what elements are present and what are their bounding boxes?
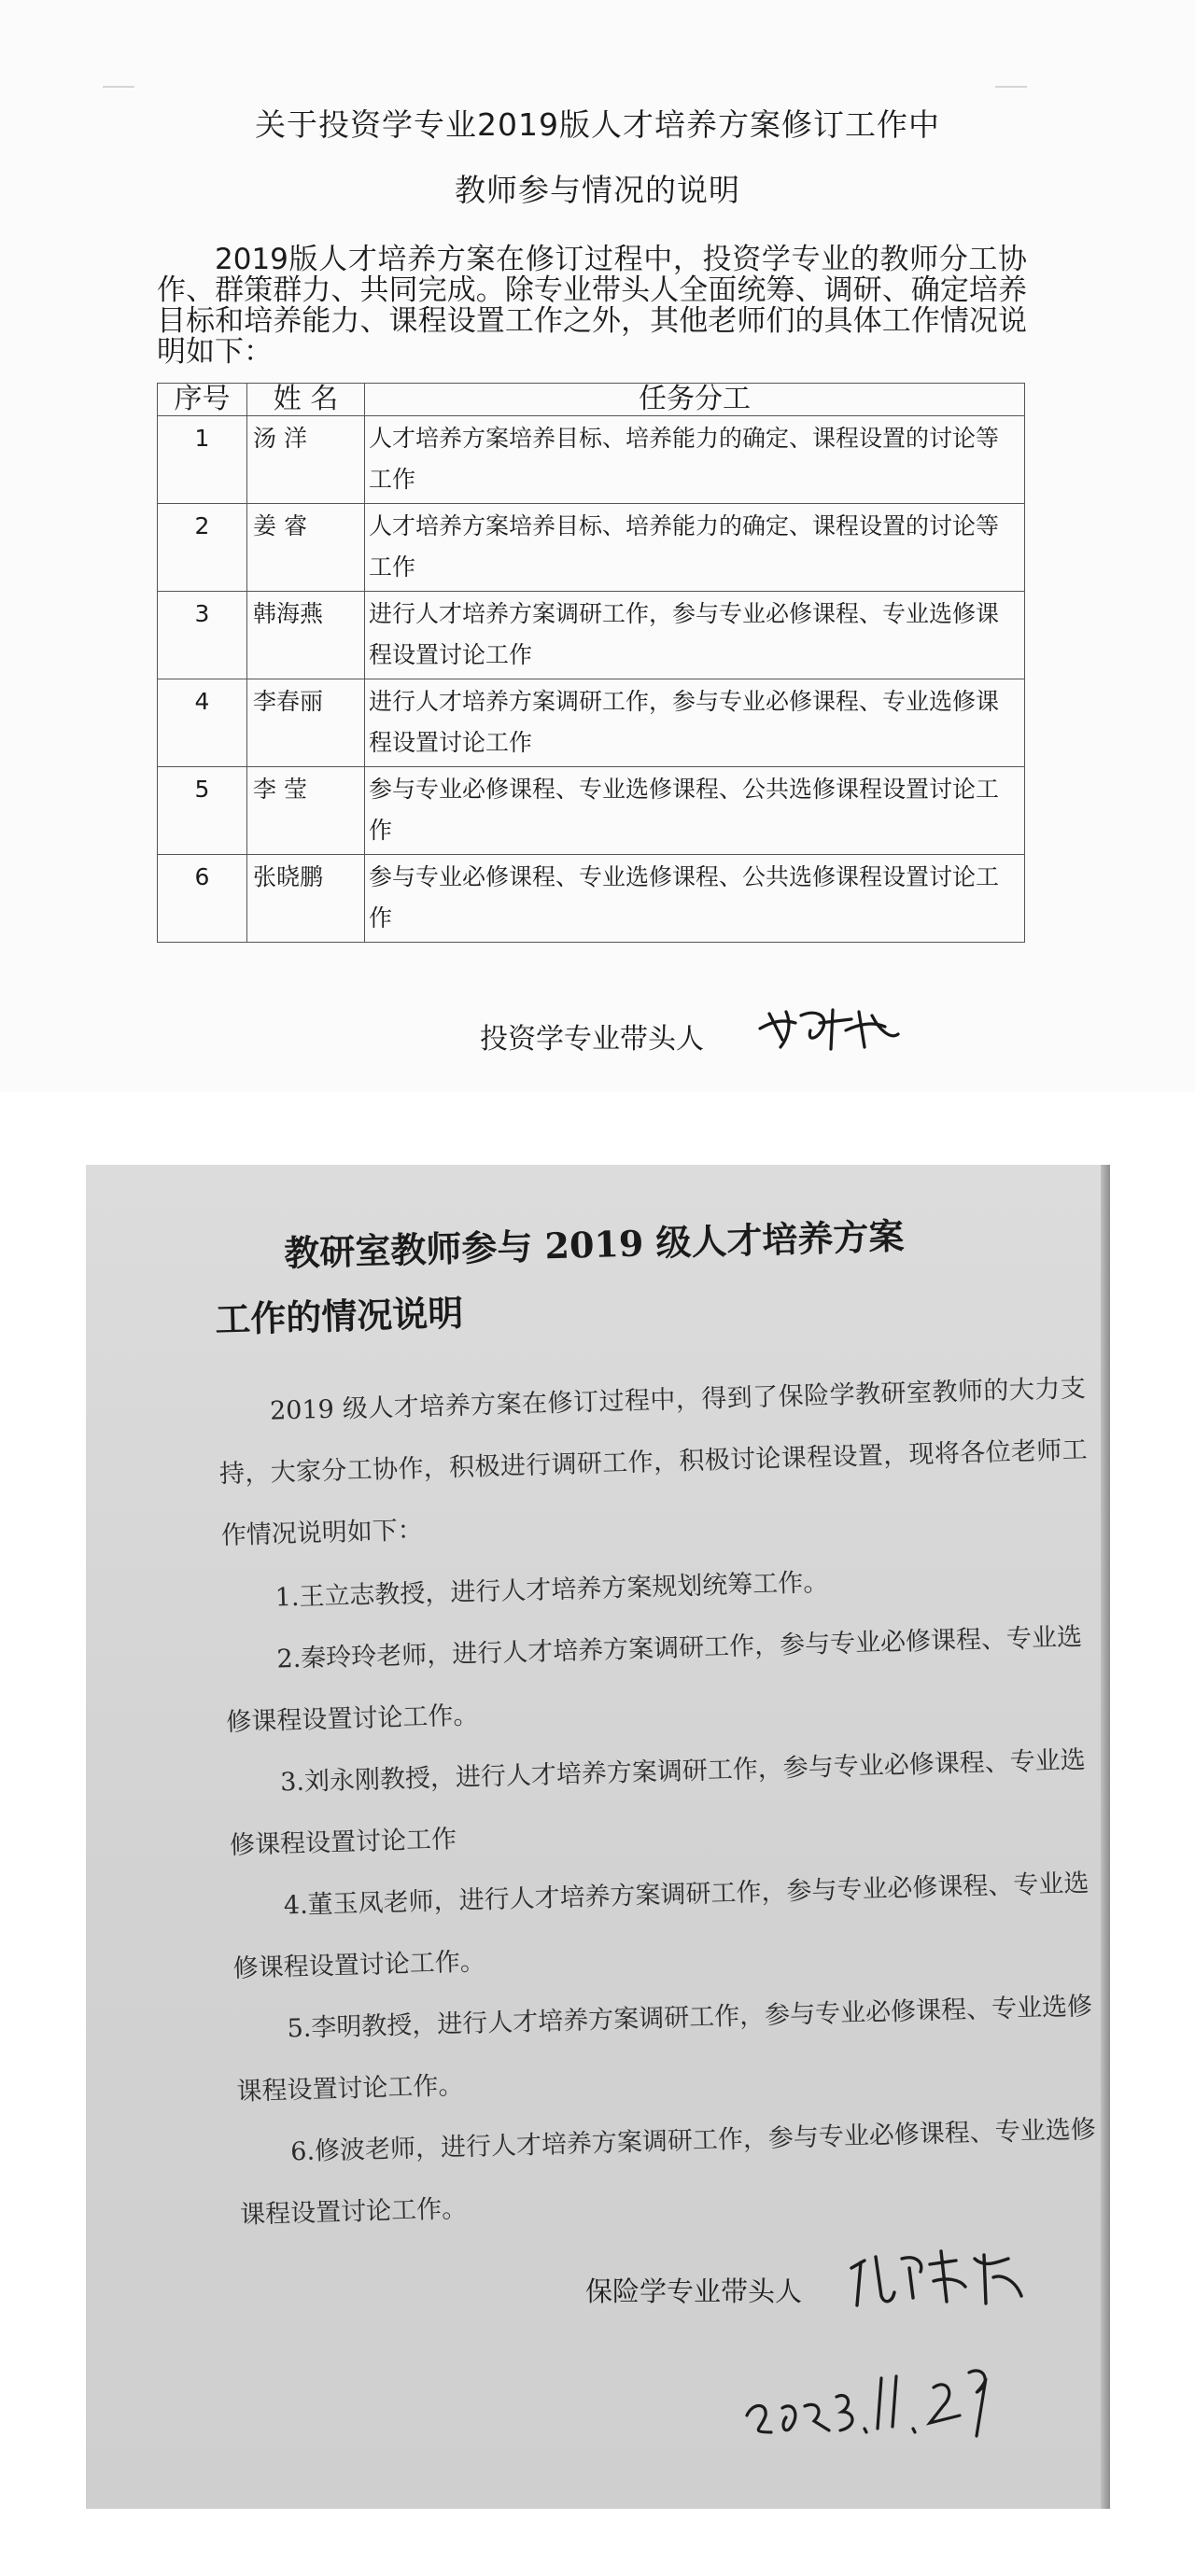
cell-name: 李 莹 xyxy=(247,767,365,855)
table-row xyxy=(158,592,1025,679)
document-title-line2: 教师参与情况的说明 xyxy=(455,172,740,208)
table-row xyxy=(158,679,1025,767)
header-no: 序号 xyxy=(158,384,247,416)
intro-paragraph: 2019版人才培养方案在修订过程中，投资学专业的教师分工协作、群策群力、共同完成。除专业带头人全面统筹、调研、确定培养目标和培养能力、课程设置工作之外，其他老师们的具体工作情况说明如下： xyxy=(157,243,1027,369)
cell-name: 张晓鹏 xyxy=(247,855,365,943)
task-table xyxy=(157,383,1025,943)
photo-signature-label: 保险学专业带头人 xyxy=(585,2275,803,2307)
cell-duty: 参与专业必修课程、专业选修课程、公共选修课程设置讨论工作 xyxy=(365,767,1025,855)
cell-duty: 参与专业必修课程、专业选修课程、公共选修课程设置讨论工作 xyxy=(365,855,1025,943)
photo-intro-paragraph: 2019 级人才培养方案在修订过程中，得到了保险学教研室教师的大力支持，大家分工协作，积极进行调研工作，积极讨论课程设置，现将各位老师工作情况说明如下： xyxy=(218,1374,1089,1551)
cell-no: 6 xyxy=(158,855,247,943)
cell-duty: 人才培养方案培养目标、培养能力的确定、课程设置的讨论等工作 xyxy=(365,416,1025,504)
cell-duty: 进行人才培养方案调研工作，参与专业必修课程、专业选修课程设置讨论工作 xyxy=(365,592,1025,679)
handwritten-date xyxy=(739,2350,1001,2443)
cell-no: 4 xyxy=(158,679,247,767)
photo-handwritten-signature xyxy=(844,2240,1031,2315)
cell-duty: 进行人才培养方案调研工作，参与专业必修课程、专业选修课程设置讨论工作 xyxy=(365,679,1025,767)
cell-duty: 人才培养方案培养目标、培养能力的确定、课程设置的讨论等工作 xyxy=(365,504,1025,592)
page-edge-mark xyxy=(103,86,134,88)
cell-name: 汤 洋 xyxy=(247,416,365,504)
cell-name: 姜 睿 xyxy=(247,504,365,592)
table-header-row xyxy=(158,384,1025,416)
table-row xyxy=(158,504,1025,592)
photo-title-line2: 工作的情况说明 xyxy=(214,1291,464,1341)
signature-label: 投资学专业带头人 xyxy=(480,1023,704,1056)
cell-no: 5 xyxy=(158,767,247,855)
table-row xyxy=(158,767,1025,855)
page-edge-mark xyxy=(995,86,1027,88)
table-row xyxy=(158,855,1025,943)
cell-name: 李春丽 xyxy=(247,679,365,767)
photo-title-line1: 教研室教师参与 2019 级人才培养方案 xyxy=(283,1214,906,1275)
cell-name: 韩海燕 xyxy=(247,592,365,679)
list-item: 4.董玉凤老师，进行人才培养方案调研工作，参与专业必修课程、专业选修课程设置讨论工作。 xyxy=(232,1869,1090,1983)
document-investment xyxy=(0,0,1195,1092)
list-item: 6.修波老师，进行人才培养方案调研工作，参与专业必修课程、专业选修课程设置讨论工作。 xyxy=(239,2115,1097,2230)
cell-no: 3 xyxy=(158,592,247,679)
list-item: 3.刘永刚教授，进行人才培养方案调研工作，参与专业必修课程、专业选修课程设置讨论工作 xyxy=(229,1745,1087,1861)
document-title-line1: 关于投资学专业2019版人才培养方案修订工作中 xyxy=(255,106,940,143)
document-insurance-photo xyxy=(86,1165,1110,2509)
handwritten-signature xyxy=(754,993,904,1058)
cell-no: 2 xyxy=(158,504,247,592)
cell-no: 1 xyxy=(158,416,247,504)
list-item: 1.王立志教授，进行人才培养方案规划统筹工作。 xyxy=(274,1568,829,1613)
header-name: 姓 名 xyxy=(247,384,365,416)
list-item: 2.秦玲玲老师，进行人才培养方案调研工作，参与专业必修课程、专业选修课程设置讨论工作。 xyxy=(225,1622,1083,1738)
list-item: 5.李明教授，进行人才培养方案调研工作，参与专业必修课程、专业选修课程设置讨论工作。 xyxy=(236,1992,1093,2107)
table-row xyxy=(158,416,1025,504)
header-duty: 任务分工 xyxy=(365,384,1025,416)
